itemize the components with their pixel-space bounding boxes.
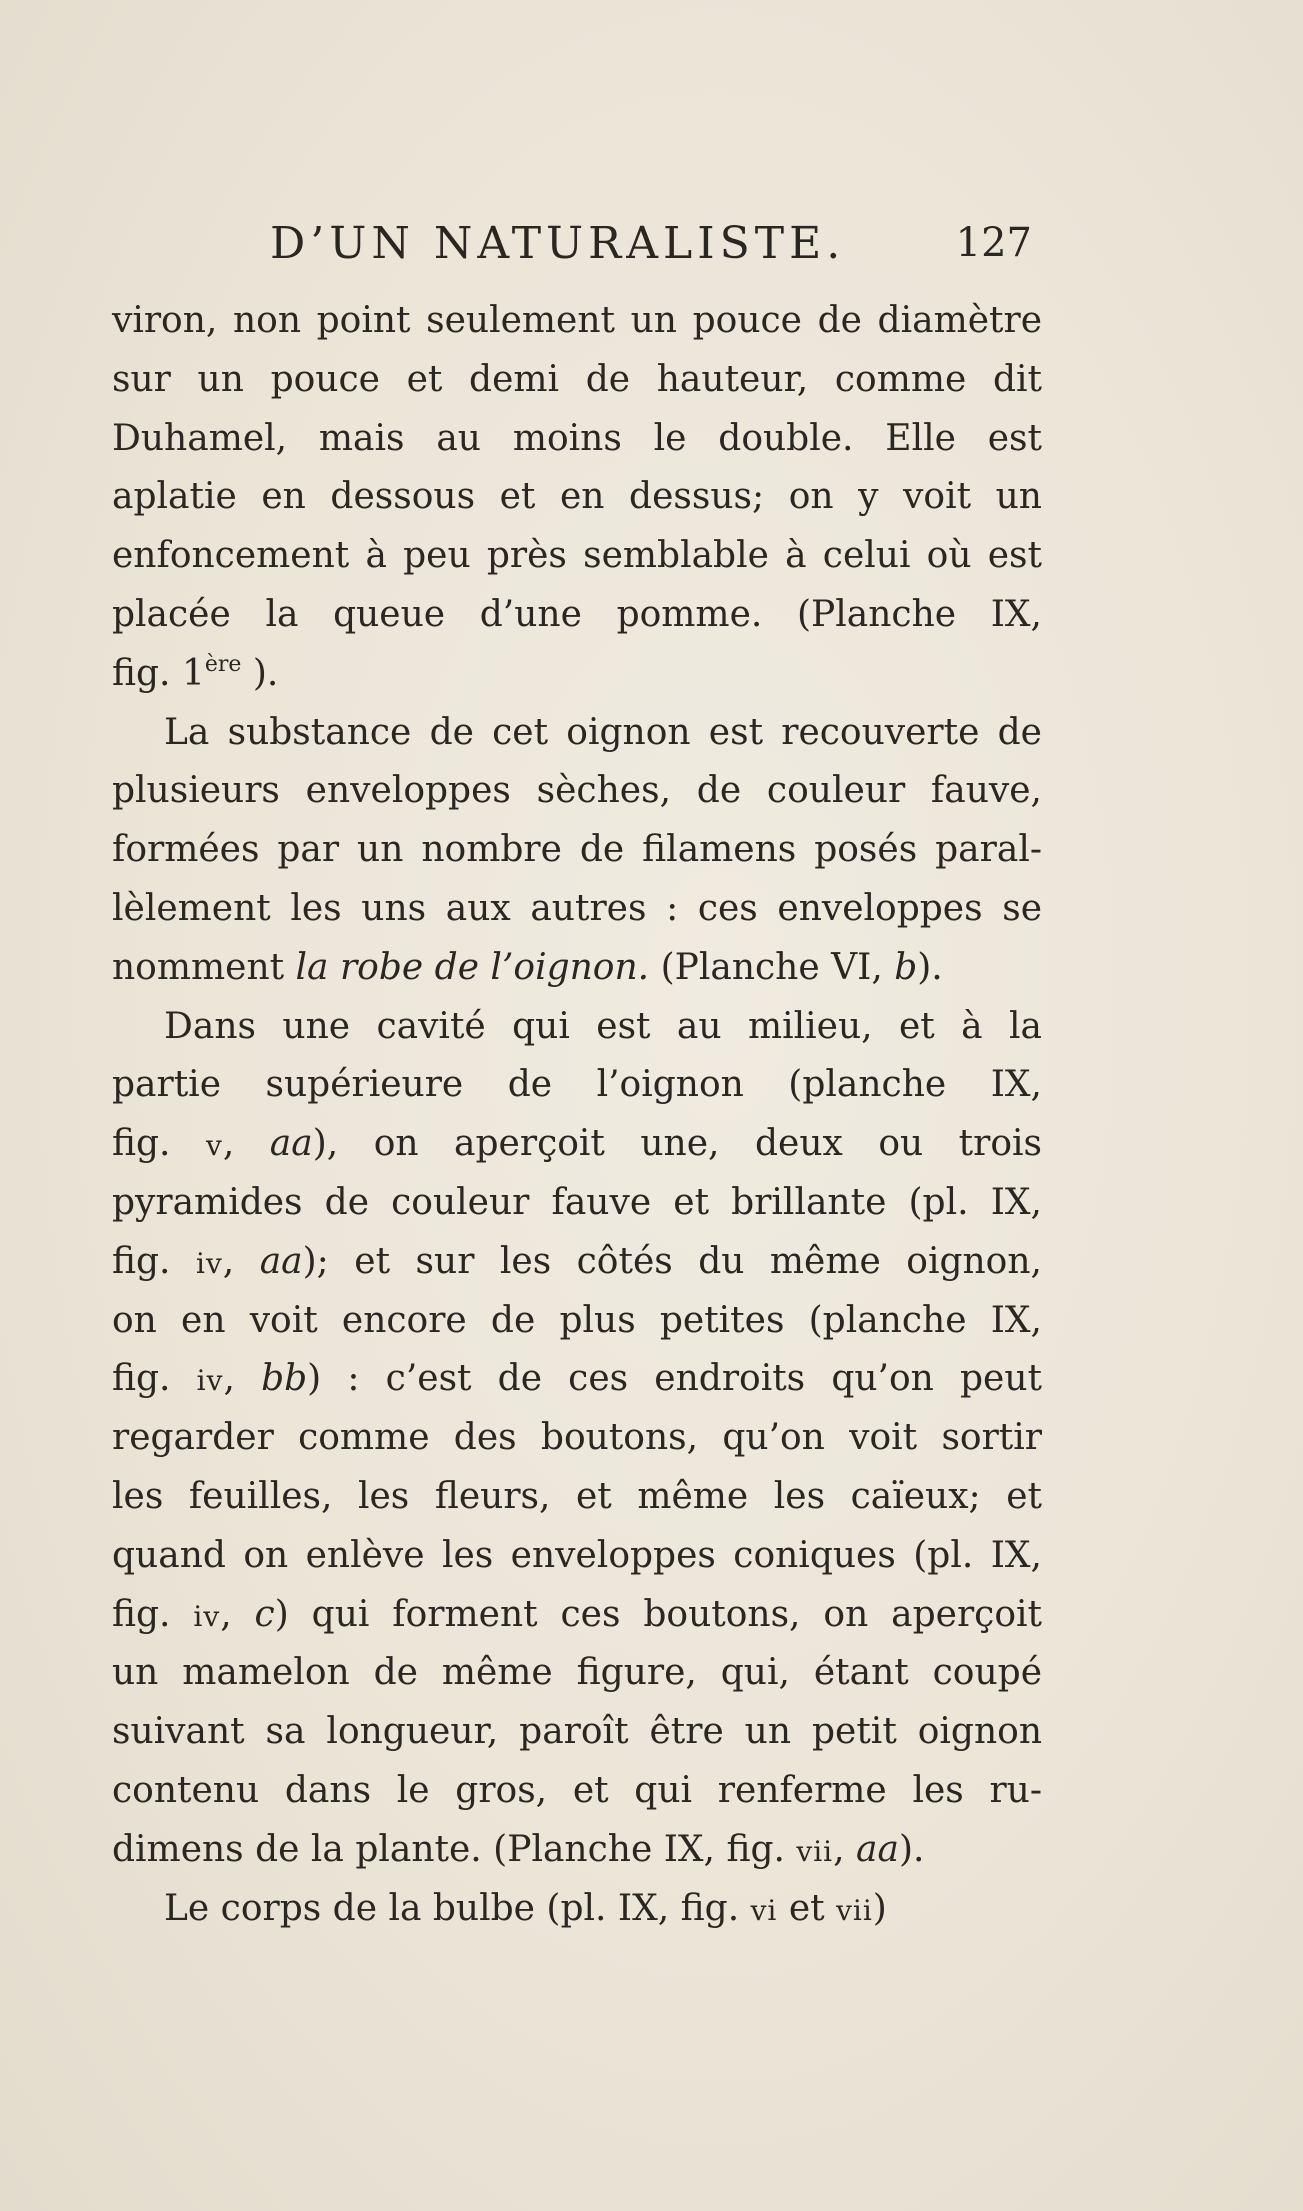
roman-numeral: iv <box>196 1364 224 1398</box>
roman-numeral: iv <box>195 1246 223 1280</box>
line-segment: fig. <box>112 1358 171 1400</box>
text-line <box>112 1115 1042 1174</box>
line-segment: , <box>223 1358 235 1400</box>
italic-text: la robe de l’oignon. <box>295 946 650 988</box>
line-segment: et <box>788 1887 825 1929</box>
roman-numeral: iv <box>193 1599 221 1633</box>
line-segment: (Planche VI, <box>660 946 883 988</box>
line-segment: ). <box>898 1828 925 1870</box>
italic-text: aa <box>259 1240 303 1282</box>
text-line <box>112 939 1042 998</box>
body-text <box>112 292 1042 1938</box>
italic-text: b <box>894 946 918 988</box>
line-segment: 1 <box>181 652 205 694</box>
line-segment: nomment <box>112 946 285 988</box>
line-segment: fig. <box>112 1240 171 1282</box>
text-line: aplatie en dessous et en dessus; on y voit un <box>112 476 1042 518</box>
line-segment: ) : c’est de ces endroits qu’on peut <box>307 1358 1043 1400</box>
line-segment: ) qui forment ces boutons, on aperçoit <box>274 1593 1042 1635</box>
line-segment: , <box>222 1123 235 1165</box>
text-line: Duhamel, mais au moins le double. Elle est <box>112 417 1042 459</box>
text-line <box>112 645 1042 704</box>
line-segment: ) <box>872 1887 887 1929</box>
line-segment: , <box>833 1828 845 1870</box>
text-line: les feuilles, les fleurs, et même les caïeux; et <box>112 1475 1042 1517</box>
line-segment: dimens de la plante. (Planche IX, fig. <box>112 1828 785 1870</box>
text-line: viron, non point seulement un pouce de diamètre <box>112 300 1042 341</box>
line-segment: , <box>220 1593 232 1635</box>
italic-text: aa <box>269 1123 313 1165</box>
italic-text: bb <box>261 1358 308 1400</box>
italic-text: c <box>254 1593 275 1635</box>
text-line: formées par un nombre de filamens posés paral- <box>112 829 1042 871</box>
italic-text: aa <box>856 1828 899 1870</box>
text-line: lèlement les uns aux autres : ces enveloppes se <box>112 887 1042 929</box>
text-line: quand on enlève les enveloppes coniques (pl. IX, <box>112 1534 1042 1576</box>
line-segment: fig. <box>112 652 171 694</box>
line-segment: fig. <box>112 1123 171 1165</box>
text-line: pyramides de couleur fauve et brillante (pl. IX, <box>112 1181 1042 1223</box>
page-number: 127 <box>955 220 1032 266</box>
roman-numeral: vii <box>836 1893 873 1927</box>
line-segment: ), on aperçoit une, deux ou trois <box>312 1123 1042 1165</box>
text-line: La substance de cet oignon est recouverte de <box>164 711 1042 753</box>
text-line <box>112 1880 1042 1939</box>
text-line: Dans une cavité qui est au milieu, et à la <box>164 1005 1042 1047</box>
text-line <box>112 1821 1042 1880</box>
line-segment: Le corps de la bulbe (pl. IX, fig. <box>164 1887 740 1929</box>
text-line: contenu dans le gros, et qui renferme les ru- <box>112 1769 1042 1811</box>
text-line: on en voit encore de plus petites (planche IX, <box>112 1299 1042 1341</box>
text-line: partie supérieure de l’oignon (planche IX, <box>112 1064 1042 1106</box>
superscript: ère <box>204 651 242 677</box>
text-line: plusieurs enveloppes sèches, de couleur fauve, <box>112 770 1042 812</box>
text-line <box>112 1233 1042 1292</box>
running-title: D’UN NATURALISTE. <box>270 218 846 269</box>
text-line: suivant sa longueur, paroît être un petit oignon <box>112 1711 1042 1753</box>
roman-numeral: vi <box>750 1893 778 1927</box>
text-line: enfoncement à peu près semblable à celui où est <box>112 535 1042 577</box>
text-line <box>112 1350 1042 1409</box>
text-line: regarder comme des boutons, qu’on voit sortir <box>112 1417 1042 1459</box>
line-segment: ). <box>917 946 943 988</box>
text-line <box>112 1586 1042 1645</box>
line-segment: ). <box>252 652 279 694</box>
text-line: un mamelon de même figure, qui, étant coupé <box>112 1652 1042 1694</box>
line-segment: ); et sur les côtés du même oignon, <box>302 1240 1042 1282</box>
line-segment: , <box>222 1240 235 1282</box>
text-line: placée la queue d’une pomme. (Planche IX, <box>112 593 1042 635</box>
roman-numeral: v <box>206 1129 223 1163</box>
text-line: sur un pouce et demi de hauteur, comme dit <box>112 358 1042 400</box>
running-head <box>110 218 1050 278</box>
roman-numeral: vii <box>796 1834 834 1868</box>
line-segment: fig. <box>112 1593 171 1635</box>
